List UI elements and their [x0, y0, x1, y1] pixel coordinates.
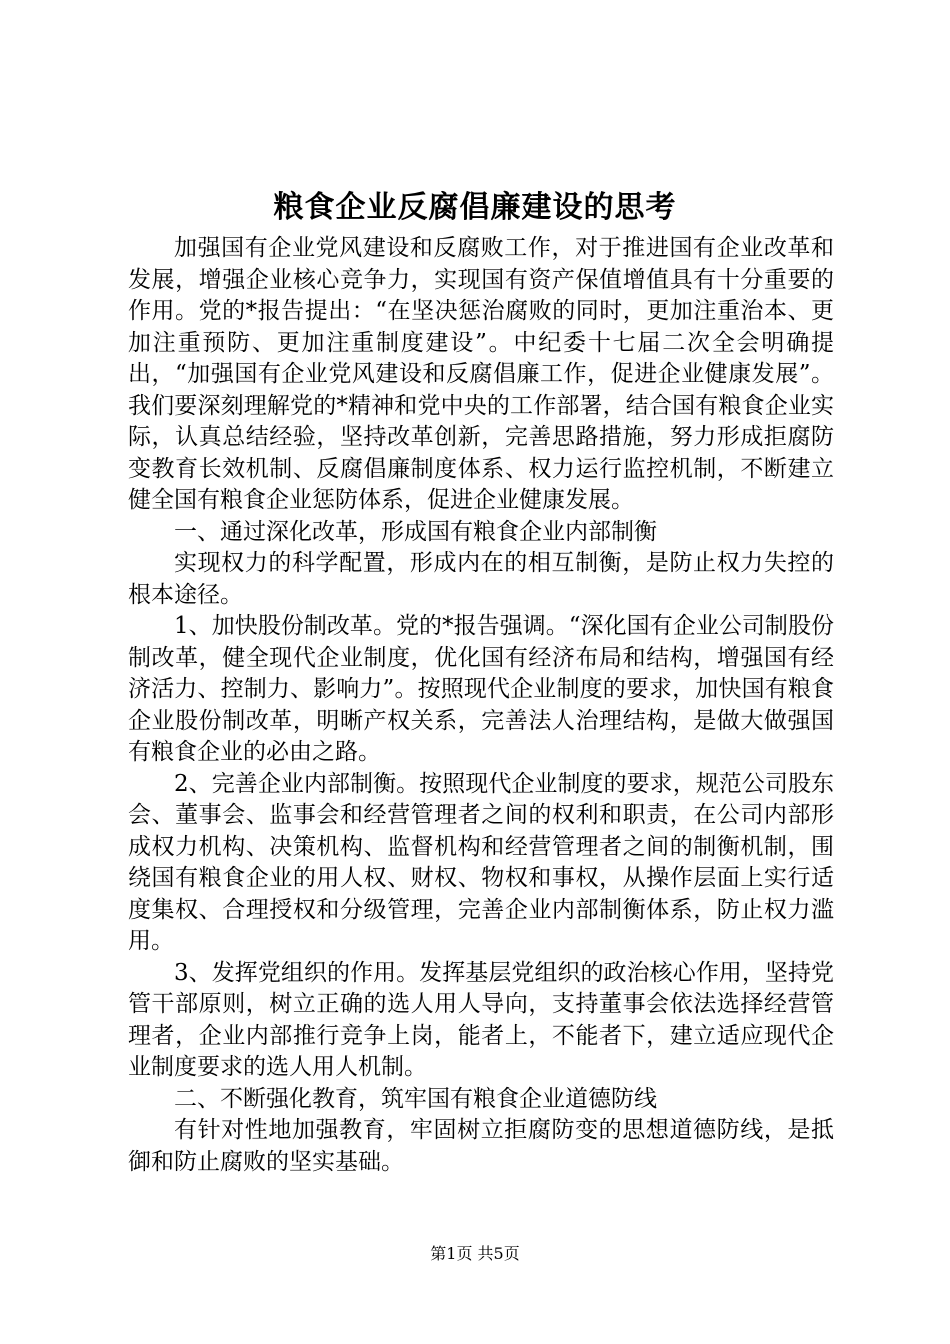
section-2-intro-paragraph: 有针对性地加强教育，牢固树立拒腐防变的思想道德防线，是抵御和防止腐败的坚实基础。: [128, 1117, 834, 1175]
section-heading-2: 二、不断强化教育，筑牢国有粮食企业道德防线: [174, 1085, 657, 1112]
item-3-paragraph: 3、发挥党组织的作用。发挥基层党组织的政治核心作用，坚持党管干部原则，树立正确的选人用人导向，支持董事会依法选择经营管理者，企业内部推行竞争上岗，能者上，不能者下，建立适应现代企业制度要求的选人用人机制。: [128, 959, 834, 1080]
page-number-footer: 第1页 共5页: [430, 1244, 520, 1263]
item-2-paragraph: 2、完善企业内部制衡。按照现代企业制度的要求，规范公司股东会、董事会、监事会和经营管理者之间的权利和职责，在公司内部形成权力机构、决策机构、监督机构和经营管理者之间的制衡机制，围绕国有粮食企业的用人权、财权、物权和事权，从操作层面上实行适度集权、合理授权和分级管理，完善企业内部制衡体系，防止权力滥用。: [128, 770, 834, 954]
document-title: 粮食企业反腐倡廉建设的思考: [273, 190, 677, 225]
section-1-intro-paragraph: 实现权力的科学配置，形成内在的相互制衡，是防止权力失控的根本途径。: [128, 550, 834, 608]
intro-paragraph: 加强国有企业党风建设和反腐败工作，对于推进国有企业改革和发展，增强企业核心竞争力，实现国有资产保值增值具有十分重要的作用。党的*报告提出：“在坚决惩治腐败的同时，更加注重治本、更加注重预防、更加注重制度建设”。中纪委十七届二次全会明确提出，“加强国有企业党风建设和反腐倡廉工作，促进企业健康发展”。我们要深刻理解党的*精神和党中央的工作部署，结合国有粮食企业实际，认真总结经验，坚持改革创新，完善思路措施，努力形成拒腐防变教育长效机制、反腐倡廉制度体系、权力运行监控机制，不断建立健全国有粮食企业惩防体系，促进企业健康发展。: [128, 235, 834, 513]
document-body: [128, 233, 834, 1178]
section-heading-1: 一、通过深化改革，形成国有粮食企业内部制衡: [174, 518, 657, 545]
item-1-paragraph: 1、加快股份制改革。党的*报告强调。“深化国有企业公司制股份制改革，健全现代企业制度，优化国有经济布局和结构，增强国有经济活力、控制力、影响力”。按照现代企业制度的要求，加快国有粮食企业股份制改革，明晰产权关系，完善法人治理结构，是做大做强国有粮食企业的必由之路。: [128, 613, 834, 765]
